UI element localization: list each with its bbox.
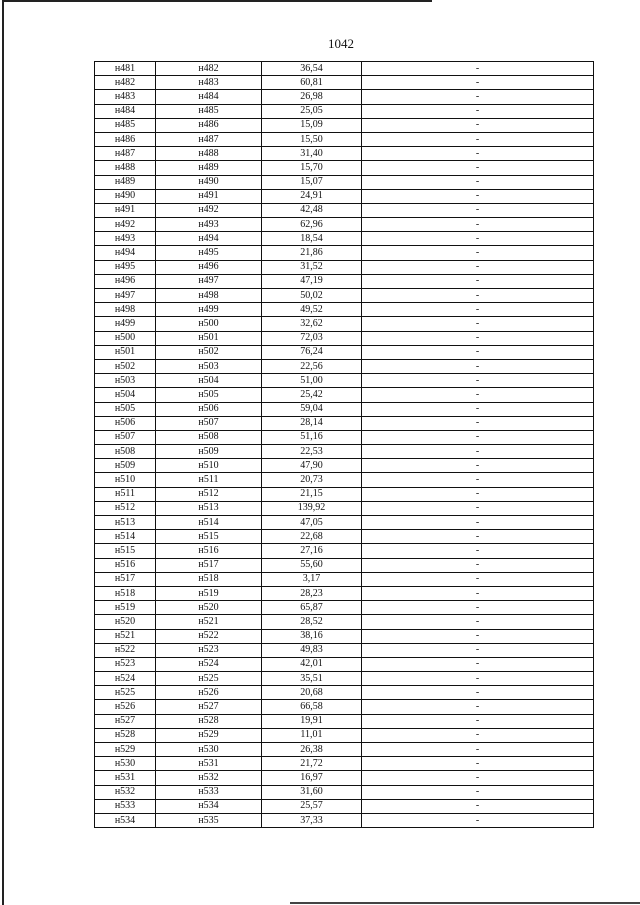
from-point-cell: н501 — [95, 345, 156, 359]
from-point-cell: н500 — [95, 331, 156, 345]
length-cell: 62,96 — [262, 218, 362, 232]
from-point-cell: н526 — [95, 700, 156, 714]
boundary-points-table — [94, 61, 594, 828]
table-body — [95, 62, 594, 828]
table-row — [95, 629, 594, 643]
length-cell: 47,90 — [262, 459, 362, 473]
note-cell: - — [362, 728, 594, 742]
from-point-cell: н532 — [95, 785, 156, 799]
to-point-cell: н534 — [156, 799, 262, 813]
note-cell: - — [362, 232, 594, 246]
from-point-cell: н504 — [95, 388, 156, 402]
from-point-cell: н491 — [95, 203, 156, 217]
note-cell: - — [362, 430, 594, 444]
length-cell: 20,73 — [262, 473, 362, 487]
note-cell: - — [362, 289, 594, 303]
table-row — [95, 672, 594, 686]
to-point-cell: н510 — [156, 459, 262, 473]
from-point-cell: н512 — [95, 501, 156, 515]
note-cell: - — [362, 657, 594, 671]
to-point-cell: н496 — [156, 260, 262, 274]
to-point-cell: н491 — [156, 189, 262, 203]
from-point-cell: н521 — [95, 629, 156, 643]
note-cell: - — [362, 601, 594, 615]
length-cell: 25,05 — [262, 104, 362, 118]
length-cell: 32,62 — [262, 317, 362, 331]
from-point-cell: н497 — [95, 289, 156, 303]
from-point-cell: н495 — [95, 260, 156, 274]
note-cell: - — [362, 246, 594, 260]
to-point-cell: н521 — [156, 615, 262, 629]
table-row — [95, 487, 594, 501]
table-row — [95, 643, 594, 657]
note-cell: - — [362, 147, 594, 161]
note-cell: - — [362, 274, 594, 288]
note-cell: - — [362, 501, 594, 515]
scan-edge-left — [2, 0, 4, 905]
note-cell: - — [362, 161, 594, 175]
length-cell: 55,60 — [262, 558, 362, 572]
to-point-cell: н527 — [156, 700, 262, 714]
from-point-cell: н502 — [95, 359, 156, 373]
to-point-cell: н525 — [156, 672, 262, 686]
note-cell: - — [362, 317, 594, 331]
length-cell: 139,92 — [262, 501, 362, 515]
table-row — [95, 757, 594, 771]
to-point-cell: н488 — [156, 147, 262, 161]
table-row — [95, 743, 594, 757]
to-point-cell: н503 — [156, 359, 262, 373]
note-cell: - — [362, 132, 594, 146]
note-cell: - — [362, 785, 594, 799]
table-row — [95, 90, 594, 104]
from-point-cell: н533 — [95, 799, 156, 813]
length-cell: 65,87 — [262, 601, 362, 615]
length-cell: 26,38 — [262, 743, 362, 757]
length-cell: 16,97 — [262, 771, 362, 785]
from-point-cell: н520 — [95, 615, 156, 629]
from-point-cell: н481 — [95, 62, 156, 76]
length-cell: 3,17 — [262, 572, 362, 586]
length-cell: 42,01 — [262, 657, 362, 671]
table-row — [95, 104, 594, 118]
from-point-cell: н517 — [95, 572, 156, 586]
length-cell: 60,81 — [262, 76, 362, 90]
table-row — [95, 601, 594, 615]
to-point-cell: н526 — [156, 686, 262, 700]
length-cell: 21,15 — [262, 487, 362, 501]
length-cell: 28,52 — [262, 615, 362, 629]
table-row — [95, 728, 594, 742]
from-point-cell: н519 — [95, 601, 156, 615]
table-row — [95, 657, 594, 671]
length-cell: 21,72 — [262, 757, 362, 771]
table-row — [95, 813, 594, 827]
length-cell: 31,60 — [262, 785, 362, 799]
from-point-cell: н513 — [95, 516, 156, 530]
to-point-cell: н483 — [156, 76, 262, 90]
note-cell: - — [362, 175, 594, 189]
table-row — [95, 175, 594, 189]
length-cell: 22,68 — [262, 530, 362, 544]
to-point-cell: н528 — [156, 714, 262, 728]
to-point-cell: н518 — [156, 572, 262, 586]
scan-edge-top — [2, 0, 432, 2]
from-point-cell: н528 — [95, 728, 156, 742]
to-point-cell: н502 — [156, 345, 262, 359]
length-cell: 31,52 — [262, 260, 362, 274]
table-row — [95, 388, 594, 402]
from-point-cell: н494 — [95, 246, 156, 260]
note-cell: - — [362, 757, 594, 771]
from-point-cell: н524 — [95, 672, 156, 686]
table-row — [95, 203, 594, 217]
note-cell: - — [362, 90, 594, 104]
to-point-cell: н514 — [156, 516, 262, 530]
to-point-cell: н524 — [156, 657, 262, 671]
length-cell: 36,54 — [262, 62, 362, 76]
to-point-cell: н500 — [156, 317, 262, 331]
from-point-cell: н510 — [95, 473, 156, 487]
table-row — [95, 118, 594, 132]
from-point-cell: н525 — [95, 686, 156, 700]
table-row — [95, 359, 594, 373]
table-row — [95, 274, 594, 288]
note-cell: - — [362, 345, 594, 359]
note-cell: - — [362, 771, 594, 785]
note-cell: - — [362, 743, 594, 757]
to-point-cell: н517 — [156, 558, 262, 572]
note-cell: - — [362, 473, 594, 487]
from-point-cell: н531 — [95, 771, 156, 785]
to-point-cell: н529 — [156, 728, 262, 742]
from-point-cell: н507 — [95, 430, 156, 444]
to-point-cell: н504 — [156, 374, 262, 388]
table-row — [95, 799, 594, 813]
length-cell: 15,50 — [262, 132, 362, 146]
note-cell: - — [362, 388, 594, 402]
to-point-cell: н485 — [156, 104, 262, 118]
table-row — [95, 445, 594, 459]
note-cell: - — [362, 586, 594, 600]
table-row — [95, 161, 594, 175]
note-cell: - — [362, 672, 594, 686]
from-point-cell: н527 — [95, 714, 156, 728]
length-cell: 72,03 — [262, 331, 362, 345]
table-row — [95, 714, 594, 728]
length-cell: 47,05 — [262, 516, 362, 530]
from-point-cell: н490 — [95, 189, 156, 203]
table-row — [95, 317, 594, 331]
table-row — [95, 345, 594, 359]
table-row — [95, 218, 594, 232]
scan-edge-bottom — [290, 902, 640, 904]
from-point-cell: н483 — [95, 90, 156, 104]
from-point-cell: н518 — [95, 586, 156, 600]
table-row — [95, 700, 594, 714]
to-point-cell: н497 — [156, 274, 262, 288]
from-point-cell: н508 — [95, 445, 156, 459]
to-point-cell: н495 — [156, 246, 262, 260]
length-cell: 27,16 — [262, 544, 362, 558]
length-cell: 38,16 — [262, 629, 362, 643]
length-cell: 22,53 — [262, 445, 362, 459]
note-cell: - — [362, 402, 594, 416]
table-row — [95, 402, 594, 416]
to-point-cell: н484 — [156, 90, 262, 104]
from-point-cell: н492 — [95, 218, 156, 232]
length-cell: 15,09 — [262, 118, 362, 132]
to-point-cell: н516 — [156, 544, 262, 558]
note-cell: - — [362, 558, 594, 572]
note-cell: - — [362, 487, 594, 501]
from-point-cell: н523 — [95, 657, 156, 671]
table-row — [95, 516, 594, 530]
note-cell: - — [362, 629, 594, 643]
length-cell: 25,57 — [262, 799, 362, 813]
to-point-cell: н535 — [156, 813, 262, 827]
page-number: 1042 — [328, 36, 354, 51]
length-cell: 37,33 — [262, 813, 362, 827]
length-cell: 28,23 — [262, 586, 362, 600]
length-cell: 76,24 — [262, 345, 362, 359]
to-point-cell: н494 — [156, 232, 262, 246]
to-point-cell: н509 — [156, 445, 262, 459]
from-point-cell: н496 — [95, 274, 156, 288]
length-cell: 11,01 — [262, 728, 362, 742]
note-cell: - — [362, 459, 594, 473]
to-point-cell: н513 — [156, 501, 262, 515]
table-row — [95, 501, 594, 515]
length-cell: 21,86 — [262, 246, 362, 260]
note-cell: - — [362, 686, 594, 700]
note-cell: - — [362, 374, 594, 388]
from-point-cell: н514 — [95, 530, 156, 544]
note-cell: - — [362, 76, 594, 90]
length-cell: 42,48 — [262, 203, 362, 217]
table-row — [95, 246, 594, 260]
table-row — [95, 586, 594, 600]
note-cell: - — [362, 331, 594, 345]
note-cell: - — [362, 62, 594, 76]
length-cell: 26,98 — [262, 90, 362, 104]
length-cell: 15,70 — [262, 161, 362, 175]
length-cell: 19,91 — [262, 714, 362, 728]
to-point-cell: н519 — [156, 586, 262, 600]
to-point-cell: н505 — [156, 388, 262, 402]
from-point-cell: н498 — [95, 303, 156, 317]
table-row — [95, 558, 594, 572]
from-point-cell: н489 — [95, 175, 156, 189]
length-cell: 15,07 — [262, 175, 362, 189]
to-point-cell: н506 — [156, 402, 262, 416]
table-row — [95, 430, 594, 444]
from-point-cell: н516 — [95, 558, 156, 572]
note-cell: - — [362, 303, 594, 317]
note-cell: - — [362, 615, 594, 629]
note-cell: - — [362, 572, 594, 586]
from-point-cell: н530 — [95, 757, 156, 771]
table-row — [95, 62, 594, 76]
length-cell: 59,04 — [262, 402, 362, 416]
to-point-cell: н511 — [156, 473, 262, 487]
from-point-cell: н511 — [95, 487, 156, 501]
length-cell: 20,68 — [262, 686, 362, 700]
note-cell: - — [362, 813, 594, 827]
to-point-cell: н532 — [156, 771, 262, 785]
table-row — [95, 374, 594, 388]
note-cell: - — [362, 530, 594, 544]
table-row — [95, 289, 594, 303]
note-cell: - — [362, 714, 594, 728]
note-cell: - — [362, 516, 594, 530]
to-point-cell: н498 — [156, 289, 262, 303]
table-row — [95, 416, 594, 430]
table-row — [95, 544, 594, 558]
to-point-cell: н533 — [156, 785, 262, 799]
to-point-cell: н490 — [156, 175, 262, 189]
to-point-cell: н492 — [156, 203, 262, 217]
note-cell: - — [362, 359, 594, 373]
note-cell: - — [362, 189, 594, 203]
table-row — [95, 147, 594, 161]
length-cell: 22,56 — [262, 359, 362, 373]
note-cell: - — [362, 118, 594, 132]
length-cell: 50,02 — [262, 289, 362, 303]
from-point-cell: н534 — [95, 813, 156, 827]
from-point-cell: н522 — [95, 643, 156, 657]
note-cell: - — [362, 104, 594, 118]
from-point-cell: н486 — [95, 132, 156, 146]
table-row — [95, 615, 594, 629]
from-point-cell: н487 — [95, 147, 156, 161]
to-point-cell: н486 — [156, 118, 262, 132]
from-point-cell: н499 — [95, 317, 156, 331]
to-point-cell: н531 — [156, 757, 262, 771]
from-point-cell: н503 — [95, 374, 156, 388]
table-row — [95, 572, 594, 586]
note-cell: - — [362, 445, 594, 459]
length-cell: 28,14 — [262, 416, 362, 430]
to-point-cell: н515 — [156, 530, 262, 544]
to-point-cell: н507 — [156, 416, 262, 430]
length-cell: 66,58 — [262, 700, 362, 714]
length-cell: 49,52 — [262, 303, 362, 317]
from-point-cell: н505 — [95, 402, 156, 416]
table-row — [95, 260, 594, 274]
table-row — [95, 459, 594, 473]
to-point-cell: н489 — [156, 161, 262, 175]
length-cell: 49,83 — [262, 643, 362, 657]
table-row — [95, 132, 594, 146]
note-cell: - — [362, 799, 594, 813]
from-point-cell: н493 — [95, 232, 156, 246]
table-row — [95, 785, 594, 799]
to-point-cell: н523 — [156, 643, 262, 657]
table-row — [95, 686, 594, 700]
from-point-cell: н484 — [95, 104, 156, 118]
table-row — [95, 530, 594, 544]
to-point-cell: н487 — [156, 132, 262, 146]
note-cell: - — [362, 203, 594, 217]
length-cell: 47,19 — [262, 274, 362, 288]
length-cell: 24,91 — [262, 189, 362, 203]
length-cell: 31,40 — [262, 147, 362, 161]
note-cell: - — [362, 700, 594, 714]
from-point-cell: н485 — [95, 118, 156, 132]
note-cell: - — [362, 416, 594, 430]
table-row — [95, 331, 594, 345]
to-point-cell: н520 — [156, 601, 262, 615]
to-point-cell: н522 — [156, 629, 262, 643]
table-row — [95, 771, 594, 785]
note-cell: - — [362, 218, 594, 232]
table-row — [95, 189, 594, 203]
table-row — [95, 473, 594, 487]
to-point-cell: н482 — [156, 62, 262, 76]
note-cell: - — [362, 544, 594, 558]
length-cell: 25,42 — [262, 388, 362, 402]
from-point-cell: н509 — [95, 459, 156, 473]
to-point-cell: н499 — [156, 303, 262, 317]
to-point-cell: н493 — [156, 218, 262, 232]
from-point-cell: н529 — [95, 743, 156, 757]
note-cell: - — [362, 643, 594, 657]
length-cell: 18,54 — [262, 232, 362, 246]
from-point-cell: н506 — [95, 416, 156, 430]
length-cell: 35,51 — [262, 672, 362, 686]
length-cell: 51,16 — [262, 430, 362, 444]
to-point-cell: н508 — [156, 430, 262, 444]
from-point-cell: н515 — [95, 544, 156, 558]
note-cell: - — [362, 260, 594, 274]
table-row — [95, 232, 594, 246]
to-point-cell: н512 — [156, 487, 262, 501]
from-point-cell: н488 — [95, 161, 156, 175]
to-point-cell: н501 — [156, 331, 262, 345]
from-point-cell: н482 — [95, 76, 156, 90]
table-row — [95, 303, 594, 317]
table-row — [95, 76, 594, 90]
to-point-cell: н530 — [156, 743, 262, 757]
length-cell: 51,00 — [262, 374, 362, 388]
